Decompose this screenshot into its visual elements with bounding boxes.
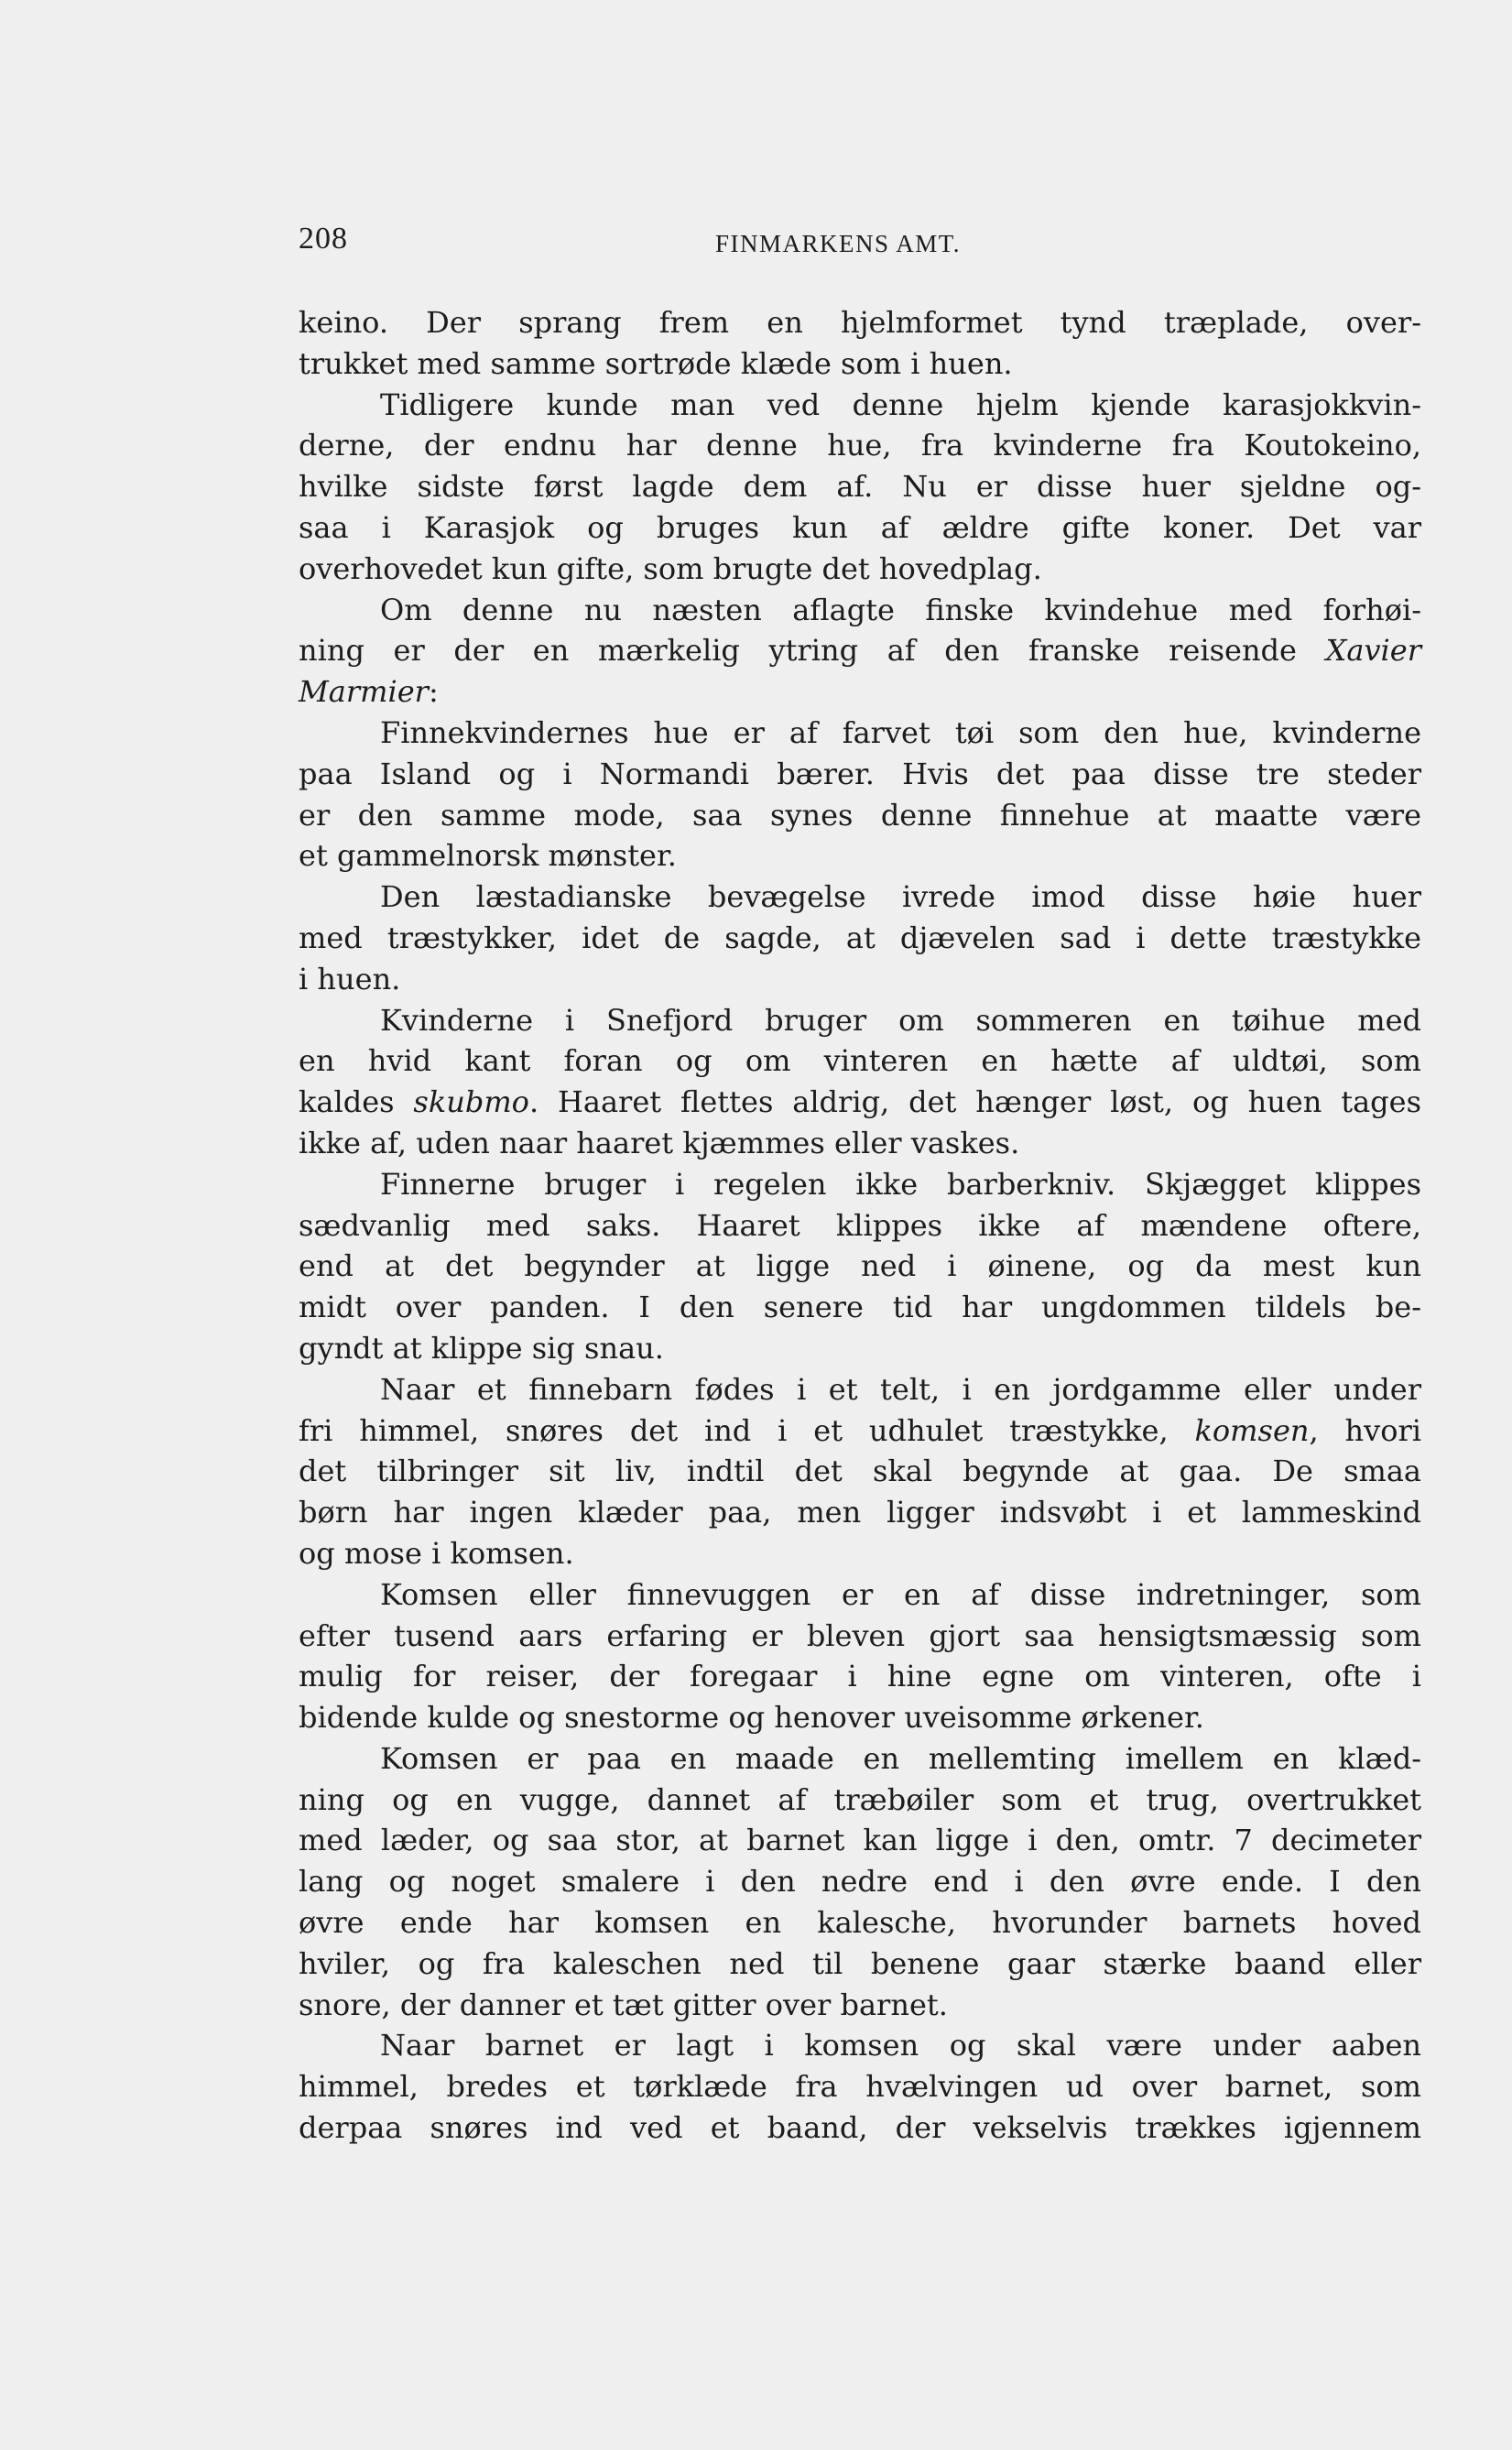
text-line: er den samme mode, saa synes denne finnehue at maatte være [299,797,1421,833]
text-line: sædvanlig med saks. Haaret klippes ikke af mændene oftere, [299,1207,1421,1243]
body-text [299,302,1421,2149]
italic-term: skubmo [413,1084,529,1120]
text-line: ikke af, uden naar haaret kjæmmes eller vaskes. [299,1125,1020,1160]
text-line: trukket med samme sortrøde klæde som i huen. [299,345,1013,381]
text-line: hviler, og fra kaleschen ned til benene gaar stærke baand eller [299,1945,1421,1981]
text-line: og mose i komsen. [299,1535,574,1571]
text-line [299,630,1421,671]
text-line: overhovedet kun gifte, som brugte det hovedplag. [299,550,1042,586]
text-line: lang og noget smalere i den nedre end i den øvre ende. I den [299,1864,1421,1900]
text-line: et gammelnorsk mønster. [299,838,677,874]
text-line: himmel, bredes et tørklæde fra hvælvingen ud over barnet, som [299,2069,1421,2105]
text-line: derpaa snøres ind ved et baand, der vekselvis trækkes igjennem [299,2110,1421,2146]
italic-term: komsen [1194,1412,1310,1448]
text-line: i huen. [299,961,401,996]
text-line: Naar et finnebarn fødes i et telt, i en jordgamme eller under [380,1371,1421,1407]
text-line: derne, der endnu har denne hue, fra kvinderne fra Koutokeino, [299,428,1421,463]
text-line: børn har ingen klæder paa, men ligger indsvøbt i et lammeskind [299,1495,1421,1530]
italic-term: Xavier [1325,633,1421,669]
text-line: Komsen er paa en maade en mellemting imellem en klæd- [380,1740,1421,1776]
text-line: en hvid kant foran og om vinteren en hætte af uldtøi, som [299,1043,1421,1079]
text-line: efter tusend aars erfaring er bleven gjort saa hensigtsmæssig som [299,1617,1421,1653]
text-segment: fri himmel, snøres det ind i et udhulet træstykke, [299,1412,1195,1448]
page-number: 208 [299,222,348,256]
text-line: gyndt at klippe sig snau. [299,1330,664,1366]
text-line: hvilke sidste først lagde dem af. Nu er disse huer sjeldne og- [299,469,1421,505]
text-line: med træstykker, idet de sagde, at djævelen sad i dette træstykke [299,920,1421,955]
running-head: FINMARKENS AMT. [715,230,962,257]
text-line: paa Island og i Normandi bærer. Hvis det paa disse tre steder [299,756,1421,791]
page-header [299,222,1421,267]
text-segment: : [428,674,439,710]
text-line: Finnekvindernes hue er af farvet tøi som den hue, kvinderne [380,714,1421,750]
text-line: øvre ende har komsen en kalesche, hvorunder barnets hoved [299,1905,1421,1941]
text-line: end at det begynder at ligge ned i øinene, og da mest kun [299,1248,1421,1284]
text-line: Om denne nu næsten aflagte finske kvindehue med forhøi- [380,592,1421,627]
text-line: Tidligere kunde man ved denne hjelm kjende karasjokkvin- [380,387,1421,422]
text-line: keino. Der sprang frem en hjelmformet tynd træplade, over- [299,305,1421,340]
italic-term: Marmier [299,674,429,710]
text-line: midt over panden. I den senere tid har ungdommen tildels be- [299,1290,1421,1325]
text-line [299,671,1421,713]
text-line: ning og en vugge, dannet af træbøiler som et trug, overtrukket [299,1781,1421,1817]
text-line: Den læstadianske bevægelse ivrede imod disse høie huer [380,879,1421,915]
text-segment: kaldes [299,1084,414,1120]
text-segment: ning er der en mærkelig ytring af den franske reisende [299,633,1326,669]
text-line: bidende kulde og snestorme og henover uveisomme ørkener. [299,1700,1204,1736]
text-line: saa i Karasjok og bruges kun af ældre gifte koner. Det var [299,509,1421,545]
text-line: Finnerne bruger i regelen ikke barberkniv. Skjægget klippes [380,1166,1421,1202]
text-line: Naar barnet er lagt i komsen og skal være under aaben [380,2028,1421,2063]
text-line: snore, der danner et tæt gitter over barnet. [299,1987,948,2022]
text-line: mulig for reiser, der foregaar i hine egne om vinteren, ofte i [299,1659,1421,1694]
text-line [299,1410,1421,1452]
text-segment: . Haaret flettes aldrig, det hænger løst, og huen tages [528,1084,1422,1120]
text-line: Kvinderne i Snefjord bruger om sommeren en tøihue med [380,1002,1421,1038]
text-line: med læder, og saa stor, at barnet kan ligge i den, omtr. 7 decimeter [299,1823,1421,1858]
text-line: det tilbringer sit liv, indtil det skal begynde at gaa. De smaa [299,1454,1421,1489]
text-segment: , hvori [1309,1412,1422,1448]
text-line [299,1082,1421,1123]
text-line: Komsen eller finnevuggen er en af disse indretninger, som [380,1576,1421,1612]
